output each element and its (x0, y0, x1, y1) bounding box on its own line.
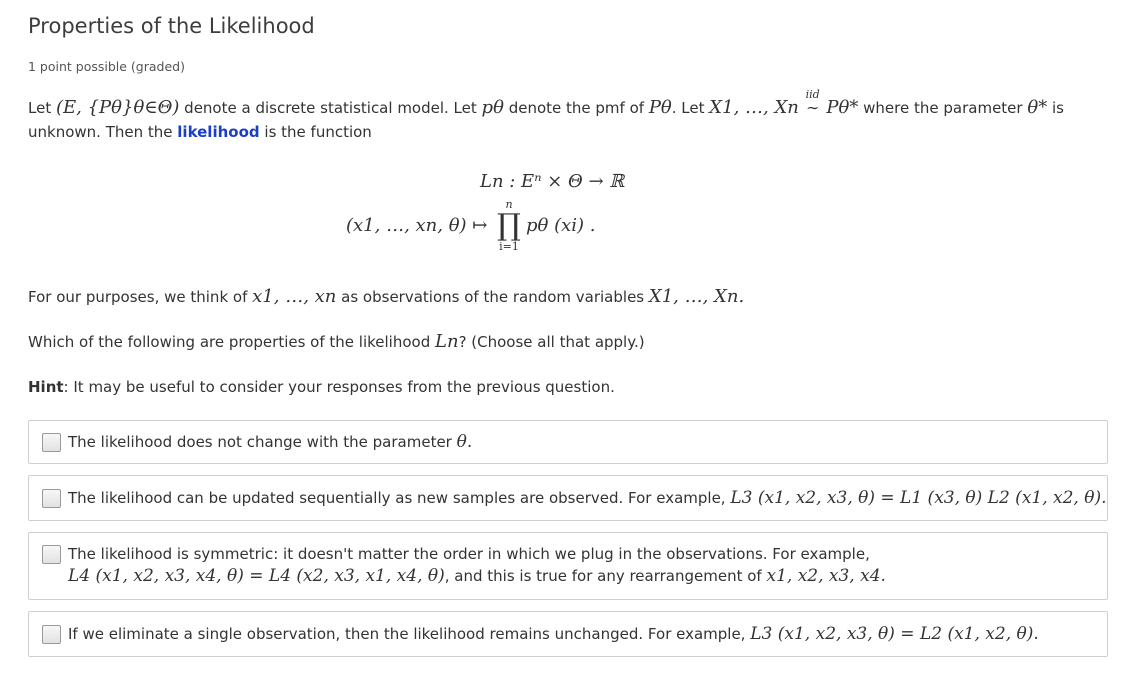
theta-star: θ* (1027, 97, 1048, 118)
choice-1-label: The likelihood does not change with the parameter (68, 433, 452, 451)
sim-symbol: ∼ (805, 98, 820, 117)
choice-2-label: The likelihood can be updated sequentially as new samples are observed. For example, (68, 489, 726, 507)
likelihood-definition (0, 165, 1128, 265)
intro-let: Let (28, 99, 52, 117)
choice-3-label: The likelihood is symmetric: it doesn't matter the order in which we plug in the observations. For example, (68, 545, 870, 563)
hint (28, 375, 615, 399)
product-lower-limit: i=1 (499, 240, 519, 253)
question-text-a: Which of the following are properties of the likelihood (28, 333, 431, 351)
intro-text-4: where the parameter (863, 99, 1023, 117)
likelihood-term: likelihood (177, 123, 260, 141)
product-upper-limit: n (505, 198, 513, 211)
choice-2-math: L3 (x1, x2, x3, θ) = L1 (x3, θ) L2 (x1, x2, θ). (730, 488, 1107, 508)
problem-container (0, 0, 1128, 77)
purpose-text-a: For our purposes, we think of (28, 288, 248, 306)
model-tuple: (E, {Pθ}θ∈Θ) (55, 97, 180, 118)
iid-label: iid (805, 88, 820, 101)
distribution-symbol: Pθ (648, 97, 672, 118)
true-distribution: Pθ* (826, 97, 859, 118)
observations-symbol: x1, …, xn (252, 286, 337, 307)
choice-3-label-2: , and this is true for any rearrangement of (444, 567, 762, 585)
iid-symbol (804, 88, 822, 120)
purpose-statement (28, 285, 744, 309)
choice-3-checkbox[interactable] (42, 545, 61, 564)
choice-3-math-2: x1, x2, x3, x4. (766, 566, 886, 586)
choice-list (28, 420, 1108, 668)
choice-4[interactable] (28, 611, 1108, 657)
problem-title: Properties of the Likelihood (28, 14, 315, 38)
question-text-b: ? (Choose all that apply.) (458, 333, 645, 351)
likelihood-symbol: Ln (435, 331, 459, 352)
hint-label: Hint (28, 378, 64, 396)
choice-1-checkbox[interactable] (42, 433, 61, 452)
sample-variables: X1, …, Xn (709, 97, 799, 118)
choice-4-label: If we eliminate a single observation, then the likelihood remains unchanged. For example, (68, 625, 746, 643)
intro-text-5: is unknown. Then the (28, 99, 1064, 141)
points-possible: 1 point possible (graded) (28, 59, 185, 74)
choice-2-checkbox[interactable] (42, 489, 61, 508)
choice-3-math: L4 (x1, x2, x3, x4, θ) = L4 (x2, x3, x1, x4, θ) (68, 566, 445, 586)
likelihood-mapping-rhs: pθ (xi) . (526, 215, 596, 236)
intro-text-1: denote a discrete statistical model. Let (184, 99, 477, 117)
hint-text: : It may be useful to consider your responses from the previous question. (63, 378, 615, 396)
purpose-text-b: as observations of the random variables (341, 288, 645, 306)
choice-4-checkbox[interactable] (42, 625, 61, 644)
random-variables-symbol: X1, …, Xn. (648, 286, 745, 307)
problem-intro (28, 88, 1108, 144)
intro-text-3: . Let (671, 99, 705, 117)
intro-text-6: is the function (264, 123, 372, 141)
choice-4-math: L3 (x1, x2, x3, θ) = L2 (x1, x2, θ). (750, 624, 1039, 644)
intro-text-2: denote the pmf of (508, 99, 645, 117)
product-operator (496, 199, 522, 253)
likelihood-mapping-lhs: (x1, …, xn, θ) ↦ (346, 215, 488, 236)
question-prompt (28, 330, 645, 354)
pmf-symbol: pθ (481, 97, 504, 118)
choice-3[interactable] (28, 532, 1108, 600)
choice-2[interactable] (28, 475, 1108, 521)
choice-1-math: θ. (456, 432, 473, 452)
product-symbol: ∏ (497, 208, 521, 243)
likelihood-signature: Ln : Eⁿ × Θ → ℝ (480, 171, 625, 192)
choice-1[interactable] (28, 420, 1108, 464)
